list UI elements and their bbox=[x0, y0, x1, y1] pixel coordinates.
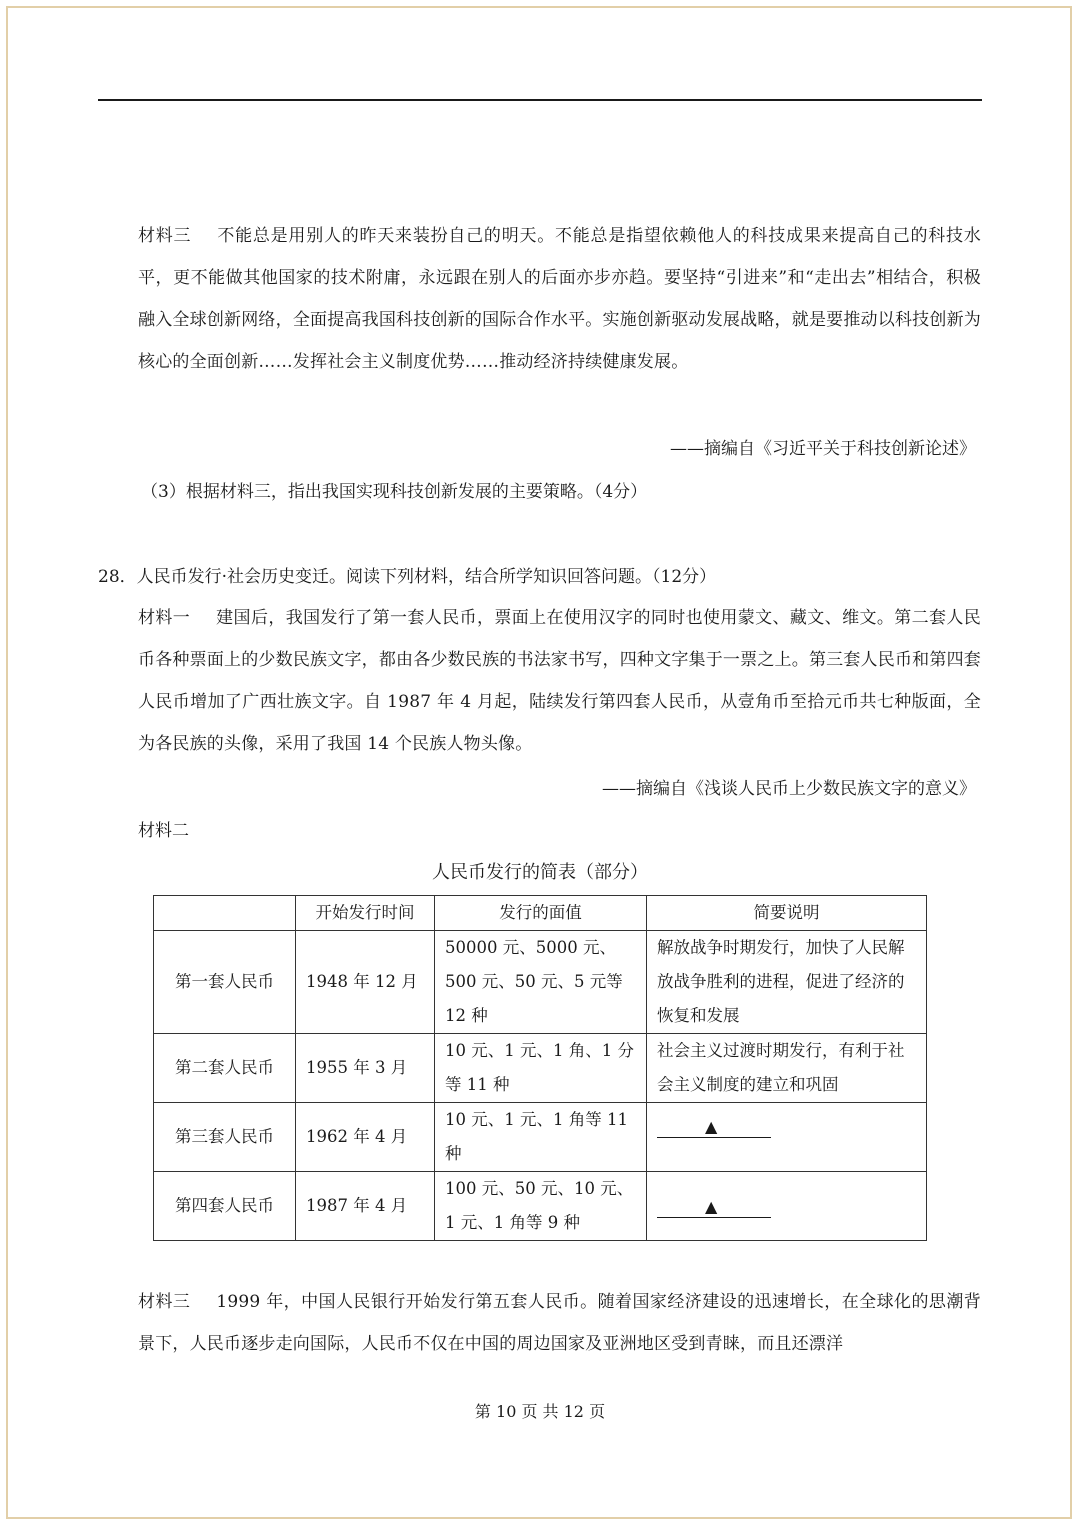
row-issue-date: 1987 年 4 月 bbox=[296, 1172, 435, 1241]
triangle-marker: ▲ bbox=[705, 1117, 718, 1136]
material-label: 材料三 bbox=[138, 226, 192, 246]
rmb-issue-table bbox=[153, 895, 927, 1241]
row-issue-date: 1955 年 3 月 bbox=[296, 1034, 435, 1103]
q28-material-one-paragraph bbox=[138, 597, 981, 765]
row-denominations: 10 元、1 元、1 角等 11 种 bbox=[435, 1103, 647, 1172]
q28-material-two-label: 材料二 bbox=[138, 821, 189, 841]
row-series-name: 第一套人民币 bbox=[154, 931, 296, 1034]
row-series-name: 第三套人民币 bbox=[154, 1103, 296, 1172]
material-label: 材料三 bbox=[138, 1292, 191, 1312]
material-source: ——摘编自《习近平关于科技创新论述》 bbox=[670, 439, 976, 459]
table-header-cell: 简要说明 bbox=[647, 896, 927, 931]
material-text: 不能总是用别人的昨天来装扮自己的明天。不能总是指望依赖他人的科技成果来提高自己的科技水平，更不能做其他国家的技术附庸，永远跟在别人的后面亦步亦趋。要坚持“引进来”和“走出去”相结合，积极融入全球创新网络，全面提高我国科技创新的国际合作水平。实施创新驱动发展战略，就是要推动以科技创新为核心的全面创新……发挥社会主义制度优势……推动经济持续健康发展。 bbox=[138, 226, 981, 372]
row-series-name: 第四套人民币 bbox=[154, 1172, 296, 1241]
row-note-blank bbox=[647, 1103, 927, 1172]
material-text: 1999 年，中国人民银行开始发行第五套人民币。随着国家经济建设的迅速增长，在全球化的思潮背景下，人民币逐步走向国际，人民币不仅在中国的周边国家及亚洲地区受到青睐，而且还漂洋 bbox=[138, 1292, 981, 1354]
header-rule bbox=[98, 99, 982, 101]
table-row bbox=[154, 1172, 927, 1241]
material-text: 建国后，我国发行了第一套人民币，票面上在使用汉字的同时也使用蒙文、藏文、维文。第二套人民币各种票面上的少数民族文字，都由各少数民族的书法家书写，四种文字集于一票之上。第三套人民币和第四套人民币增加了广西壮族文字。自 1987 年 4 月起，陆续发行第四套人民币，从壹角币至拾元币共七种版面，全为各民族的头像，采用了我国 14 个民族人物头像。 bbox=[138, 608, 981, 754]
table-header-cell bbox=[154, 896, 296, 931]
q28-material-three-paragraph bbox=[138, 1281, 981, 1365]
table-header-cell: 开始发行时间 bbox=[296, 896, 435, 931]
row-issue-date: 1948 年 12 月 bbox=[296, 931, 435, 1034]
material-three-paragraph bbox=[138, 215, 981, 383]
table-row bbox=[154, 1034, 927, 1103]
row-note: 解放战争时期发行，加快了人民解放战争胜利的进程，促进了经济的恢复和发展 bbox=[647, 931, 927, 1034]
table-row bbox=[154, 1103, 927, 1172]
row-denominations: 100 元、50 元、10 元、1 元、1 角等 9 种 bbox=[435, 1172, 647, 1241]
row-series-name: 第二套人民币 bbox=[154, 1034, 296, 1103]
row-note: 社会主义过渡时期发行，有利于社会主义制度的建立和巩固 bbox=[647, 1034, 927, 1103]
material-label: 材料一 bbox=[138, 608, 191, 628]
triangle-marker: ▲ bbox=[705, 1197, 718, 1216]
table-title: 人民币发行的简表（部分） bbox=[432, 862, 648, 883]
row-issue-date: 1962 年 4 月 bbox=[296, 1103, 435, 1172]
material-source: ——摘编自《浅谈人民币上少数民族文字的意义》 bbox=[602, 779, 976, 799]
question-three: （3）根据材料三，指出我国实现科技创新发展的主要策略。（4分） bbox=[141, 482, 648, 502]
table-header-row bbox=[154, 896, 927, 931]
page-number-footer: 第 10 页 共 12 页 bbox=[474, 1402, 606, 1421]
row-denominations: 10 元、1 元、1 角、1 分等 11 种 bbox=[435, 1034, 647, 1103]
row-denominations: 50000 元、5000 元、500 元、50 元、5 元等 12 种 bbox=[435, 931, 647, 1034]
table-row bbox=[154, 931, 927, 1034]
row-note-blank bbox=[647, 1172, 927, 1241]
answer-blank bbox=[657, 1115, 771, 1138]
question-28-heading: 28．人民币发行·社会历史变迁。阅读下列材料，结合所学知识回答问题。（12分） bbox=[98, 567, 717, 587]
answer-blank bbox=[657, 1195, 771, 1218]
table-header-cell: 发行的面值 bbox=[435, 896, 647, 931]
